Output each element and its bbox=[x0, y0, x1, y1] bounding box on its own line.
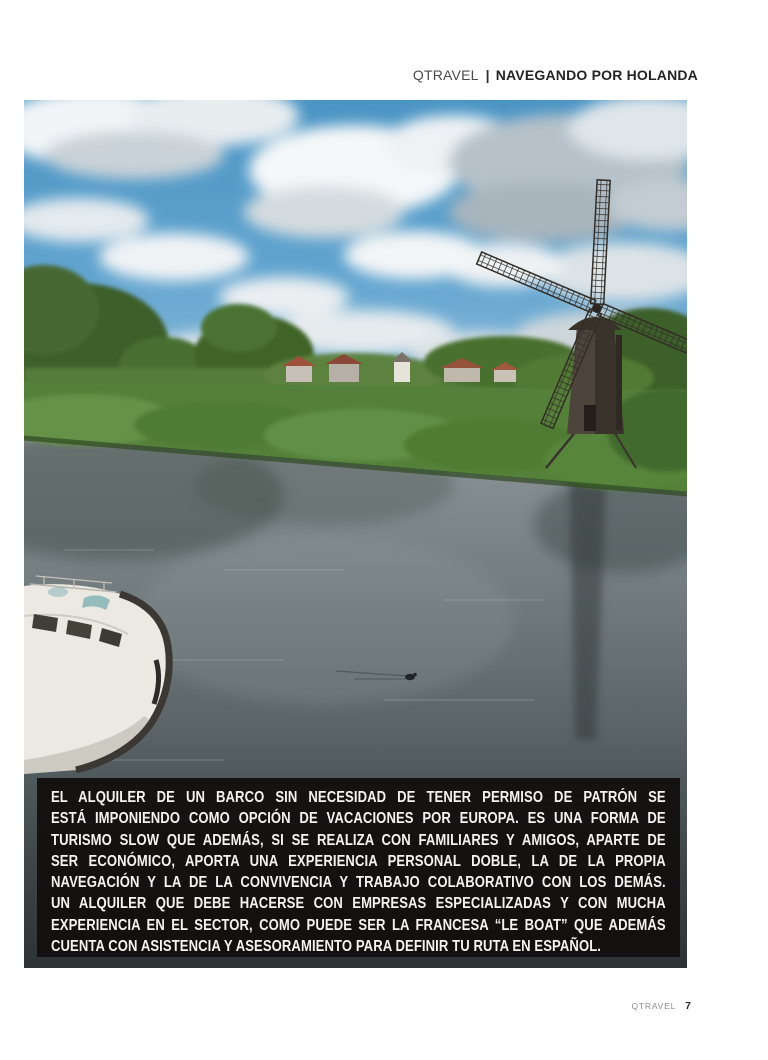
caption-line: EXPERIENCIA EN EL SECTOR, COMO PUEDE SER LA FRANCESA “LE BOAT” QUE ADEMÁS bbox=[51, 916, 666, 934]
photo-caption-text bbox=[51, 787, 666, 957]
page-footer bbox=[632, 996, 692, 1014]
header-section-title: NAVEGANDO POR HOLANDA bbox=[495, 67, 698, 83]
page-number: 7 bbox=[685, 1000, 691, 1012]
caption-line: NAVEGACIÓN Y LA DE LA CONVIVENCIA Y TRABAJO COLABORATIVO CON LOS DEMÁS. bbox=[51, 874, 666, 892]
caption-line: SER ECONÓMICO, APORTA UNA EXPERIENCIA PERSONAL DOBLE, LA DE LA PROPIA bbox=[51, 852, 666, 870]
caption-line: EL ALQUILER DE UN BARCO SIN NECESIDAD DE TENER PERMISO DE PATRÓN SE bbox=[51, 789, 666, 806]
header-separator: | bbox=[485, 67, 490, 83]
caption-line: TURISMO SLOW QUE ADEMÁS, SI SE REALIZA CON FAMILIARES Y AMIGOS, APARTE DE bbox=[51, 831, 666, 849]
footer-brand: QTRAVEL bbox=[631, 1001, 677, 1011]
page-header bbox=[413, 66, 698, 84]
caption-line: CUENTA CON ASISTENCIA Y ASESORAMIENTO PARA DEFINIR TU RUTA EN ESPAÑOL. bbox=[51, 938, 602, 956]
canal-photo bbox=[24, 100, 687, 968]
photo-caption bbox=[37, 778, 680, 957]
header-brand: QTRAVEL bbox=[412, 67, 479, 83]
caption-line: UN ALQUILER QUE DEBE HACERSE CON EMPRESAS ESPECIALIZADAS Y CON MUCHA bbox=[51, 895, 666, 913]
caption-line: ESTÁ IMPONIENDO COMO OPCIÓN DE VACACIONES POR EUROPA. ES UNA FORMA DE bbox=[51, 810, 666, 828]
